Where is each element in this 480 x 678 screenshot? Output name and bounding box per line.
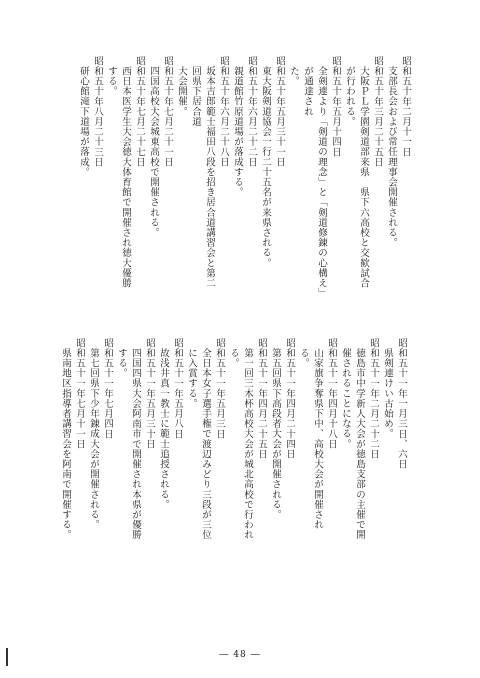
chronology-entry bbox=[338, 338, 380, 548]
entry-date: 昭和五十一年五月八日 bbox=[172, 338, 183, 439]
entry-date: 昭和五十年三月二十五日 bbox=[372, 56, 383, 168]
chronology-entry bbox=[384, 56, 412, 296]
entry-text: 四国高校大会城東高校で開催される。 bbox=[148, 66, 159, 238]
entry-date: 昭和五十一年四月二十五日 bbox=[256, 338, 267, 460]
entry-date: 昭和五十年七月二十七日 bbox=[134, 56, 145, 168]
chronology-entry bbox=[342, 56, 384, 296]
chronology-entry bbox=[296, 338, 338, 548]
entry-date: 昭和五十一年四月二十四日 bbox=[284, 338, 295, 460]
page-number: ― 48 ― bbox=[219, 650, 261, 660]
entry-text: 支部長会および常任理事会開催される。 bbox=[386, 66, 397, 248]
entry-text: 東大阪剣道協会一行二十五名が来県される。 bbox=[260, 66, 271, 268]
entry-date: 昭和五十年七月二十一日 bbox=[162, 56, 173, 168]
chronology-entry bbox=[286, 56, 342, 296]
entry-text: 全剣連より「剣道の理念」と「剣道修錬の心構え」が通達され bbox=[302, 66, 327, 294]
entry-text: 坂本吉郎範士福田八段を招き居合道講習会と第二回県下居合道 bbox=[190, 66, 215, 289]
entry-date: 昭和五十一年七月四日 bbox=[102, 338, 113, 439]
entry-text: 西日本医学生大会徳大体育館で開催され徳大優勝する。 bbox=[106, 66, 131, 289]
chronology-entry bbox=[86, 338, 114, 548]
entry-text: 県南地区指導者講習会を阿南で開催する。 bbox=[60, 348, 71, 540]
margin-mark bbox=[6, 648, 8, 666]
entry-date: 昭和五十一年五月三日 bbox=[214, 338, 225, 439]
entry-date: 昭和五十一年一月三日、六日 bbox=[396, 338, 407, 470]
entry-date: 昭和五十年五月十四日 bbox=[330, 56, 341, 157]
entry-text: 研心館滝下道場が落成。 bbox=[78, 66, 89, 178]
chronology-entry bbox=[156, 338, 184, 548]
entry-date: 昭和五十一年四月十八日 bbox=[326, 338, 337, 450]
chronology-entry bbox=[184, 338, 226, 548]
entry-text: 大阪ＰＬ学園剣道部来県 県下六高校と交歓試合が行われる。 bbox=[344, 66, 369, 289]
chronology-entry bbox=[104, 56, 146, 296]
entry-text: 山家旗争奪県下中、高校大会が開催される。 bbox=[298, 348, 323, 530]
entry-text: 徳島市中学新人大会が徳島支部の主催で開催されることになる。 bbox=[340, 348, 365, 540]
entry-text: 第五回県下高段者大会が開催される。 bbox=[270, 348, 281, 520]
entry-date: 昭和五十年二月十一日 bbox=[400, 56, 411, 157]
entry-date: 昭和五十一年二月二十二日 bbox=[368, 338, 379, 460]
chronology-entry bbox=[174, 56, 230, 296]
entry-text: 親道館竹原道場が落成する。 bbox=[232, 66, 243, 198]
entry-date: 昭和五十年六月二十二日 bbox=[246, 56, 257, 168]
entry-date: 昭和五十年八月二十三日 bbox=[92, 56, 103, 168]
lower-text-block bbox=[60, 338, 408, 548]
entry-date: 昭和五十一年七月十一日 bbox=[74, 338, 85, 450]
entry-text: た。 bbox=[288, 66, 299, 87]
entry-text: 全日本女子選手権で渡辺みどり三段が三位に入賞する。 bbox=[186, 348, 211, 540]
entry-text: 故浅井真一教士に範士追授される。 bbox=[158, 348, 169, 510]
chronology-entry bbox=[380, 338, 408, 548]
chronology-entry bbox=[258, 56, 286, 296]
entry-text: 四国四県大会阿南市で開催され本県が優勝する。 bbox=[116, 348, 141, 540]
entry-text: 大会開催。 bbox=[176, 66, 187, 117]
chronology-entry bbox=[230, 56, 258, 296]
chronology-entry bbox=[268, 338, 296, 548]
chronology-entry bbox=[226, 338, 268, 548]
entry-text: 第七回県下少年錬成大会が開催される。 bbox=[88, 348, 99, 530]
chronology-entry bbox=[58, 338, 86, 548]
entry-date: 昭和五十年五月三十一日 bbox=[274, 56, 285, 168]
chronology-entry bbox=[114, 338, 156, 548]
entry-date: 昭和五十一年五月三十日 bbox=[144, 338, 155, 450]
entry-date: 昭和五十年六月二十八日 bbox=[218, 56, 229, 168]
entry-text: 県剣連けい古始め。 bbox=[382, 348, 393, 439]
chronology-entry bbox=[146, 56, 174, 296]
entry-text: 第一回三木杯高校大会が城北高校で行われる。 bbox=[228, 348, 253, 540]
upper-text-block bbox=[58, 56, 412, 296]
chronology-entry bbox=[76, 56, 104, 296]
